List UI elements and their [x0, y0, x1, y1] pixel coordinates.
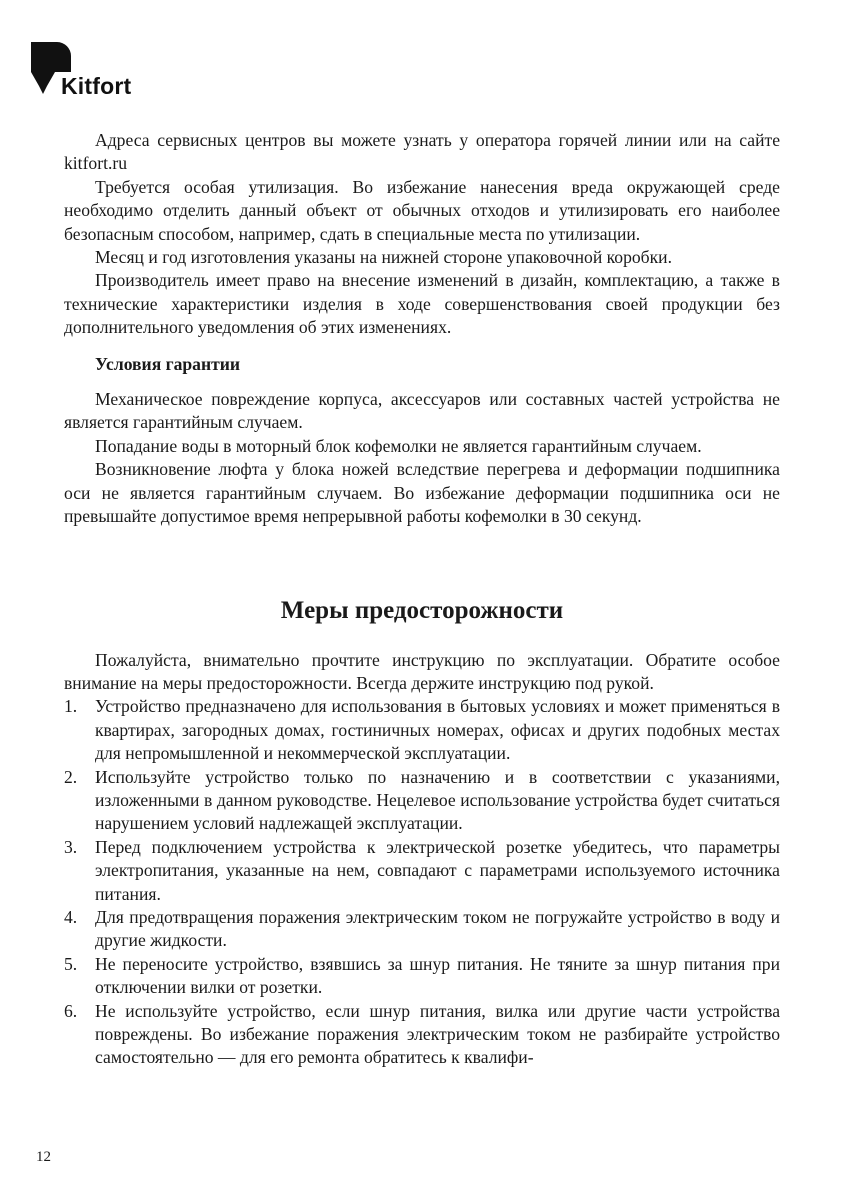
brand-name: Kitfort — [61, 73, 132, 99]
warranty-paragraph: Механическое повреждение корпуса, аксессуаров или составных частей устройства не является гарантийным случаем. — [64, 389, 780, 433]
section-title: Меры предосторожности — [280, 596, 564, 624]
list-item — [64, 1000, 780, 1070]
list-item-number: 5. — [64, 953, 78, 974]
precautions-intro: Пожалуйста, внимательно прочтите инструкцию по эксплуатации. Обратите особое внимание на меры предосторожности. Всегда держите инструкцию под рукой. — [64, 649, 780, 693]
warranty-paragraph: Попадание воды в моторный блок кофемолки не является гарантийным случаем. — [95, 435, 702, 456]
list-item — [64, 766, 780, 836]
list-item-number: 3. — [64, 836, 78, 857]
precautions-list — [64, 695, 780, 1070]
page-content — [64, 129, 780, 1070]
intro-paragraph: Производитель имеет право на внесение изменений в дизайн, комплектацию, а также в технические характеристики изделия в ходе совершенствования своей продукции без дополнительного уведомления об этих изменениях. — [64, 270, 780, 338]
list-item-text: Не переносите устройство, взявшись за шнур питания. Не тяните за шнур питания при отключении вилки от розетки. — [95, 953, 780, 998]
page-number: 12 — [36, 1149, 51, 1165]
intro-paragraph: Требуется особая утилизация. Во избежание нанесения вреда окружающей среде необходимо отделить данный объект от обычных отходов и утилизировать его наиболее безопасным способом, например, сдать в специальные места по утилизации. — [64, 176, 780, 244]
list-item-text: Используйте устройство только по назначению и в соответствии с указаниями, изложенными в данном руководстве. Нецелевое использование устройства будет считаться нарушением условий надлежащей эксплуатации. — [95, 766, 780, 834]
list-item-text: Для предотвращения поражения электрическим током не погружайте устройство в воду и другие жидкости. — [95, 906, 780, 951]
warranty-paragraph: Возникновение люфта у блока ножей вследствие перегрева и деформации подшипника оси не является гарантийным случаем. Во избежание деформации подшипника оси не превышайте допустимое время непрерывной работы кофемолки в 30 секунд. — [64, 459, 780, 527]
list-item-text: Перед подключением устройства к электрической розетке убедитесь, что параметры электропитания, указанные на нем, совпадают с параметрами используемого источника питания. — [95, 836, 780, 904]
list-item-number: 2. — [64, 766, 78, 787]
intro-paragraph: Адреса сервисных центров вы можете узнать у оператора горячей линии или на сайте kitfort.ru — [64, 130, 780, 174]
list-item — [64, 953, 780, 1000]
kitfort-logo — [31, 42, 161, 102]
list-item-text: Не используйте устройство, если шнур питания, вилка или другие части устройства повреждены. Во избежание поражения электрическим током не разбирайте устройство самостоятельно — для его ремонта обратитесь к квалифи- — [95, 1000, 780, 1068]
list-item-number: 6. — [64, 1000, 78, 1021]
list-item — [64, 836, 780, 906]
list-item-text: Устройство предназначено для использования в бытовых условиях и может применяться в квартирах, загородных домах, гостиничных номерах, офисах и других подобных местах для непромышленной и некоммерческой эксплуатации. — [95, 696, 780, 764]
list-item — [64, 906, 780, 953]
intro-paragraph: Месяц и год изготовления указаны на нижней стороне упаковочной коробки. — [95, 247, 672, 268]
list-item-number: 4. — [64, 906, 78, 927]
list-item — [64, 695, 780, 765]
warranty-heading: Условия гарантии — [95, 353, 241, 374]
list-item-number: 1. — [64, 696, 78, 717]
